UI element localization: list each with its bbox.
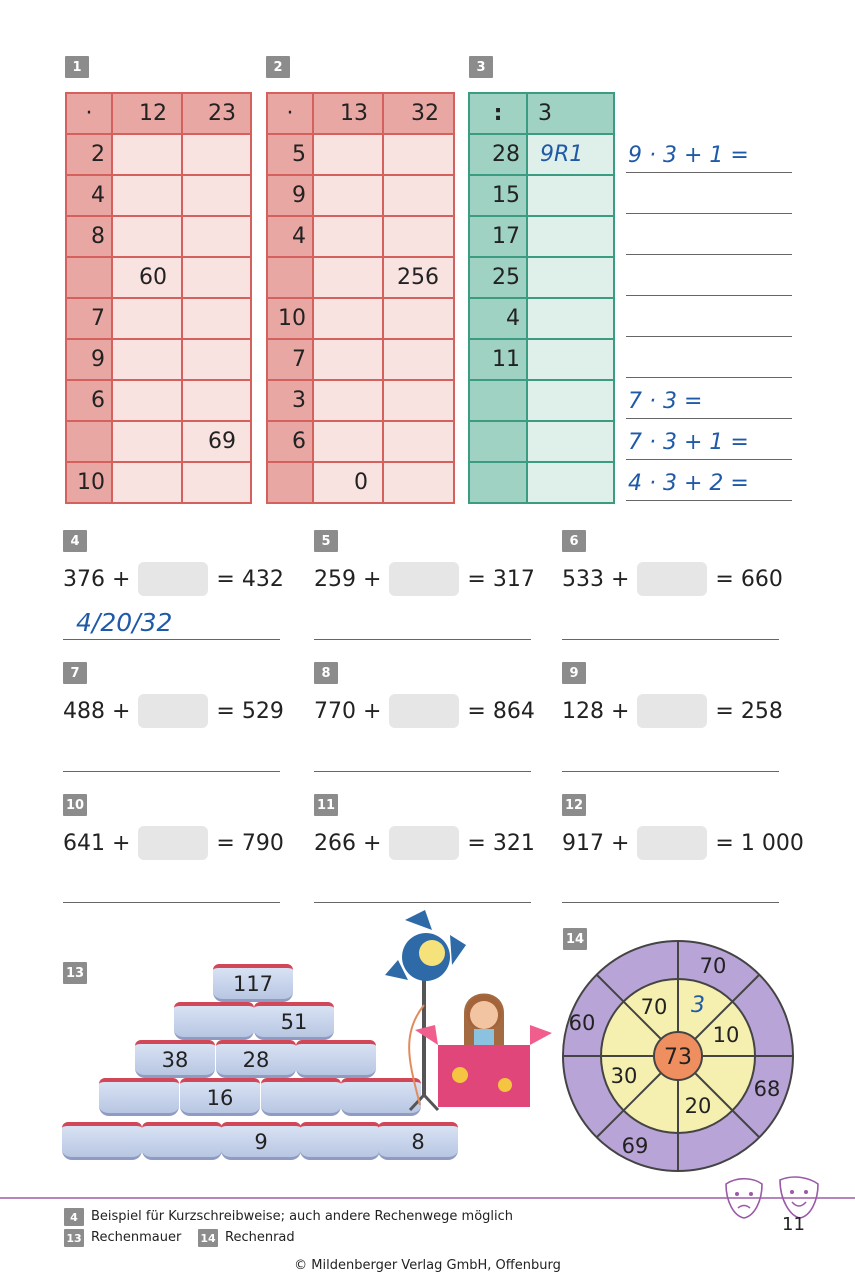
table1-cell[interactable] — [182, 462, 251, 503]
table2-cell: 256 — [383, 257, 454, 298]
exercise-right: = 317 — [467, 566, 535, 592]
table3-answer[interactable] — [527, 339, 614, 380]
table1-cell[interactable] — [182, 134, 251, 175]
table2-operator: · — [267, 93, 313, 134]
exercise-left: 488 + — [63, 698, 131, 724]
answer-box[interactable] — [637, 694, 707, 728]
answer-line[interactable] — [562, 771, 779, 772]
table2-cell[interactable] — [313, 257, 383, 298]
table2-cell: 3 — [267, 380, 313, 421]
answer-box[interactable] — [389, 826, 459, 860]
table1-cell[interactable] — [112, 134, 182, 175]
table1-cell[interactable] — [112, 380, 182, 421]
footer-note: Beispiel für Kurzschreibweise; auch andere Rechenwege möglich — [91, 1209, 514, 1224]
task-badge-11: 11 — [314, 794, 338, 816]
pyramid-drum: 9 — [221, 1122, 301, 1160]
table1-cell[interactable] — [112, 298, 182, 339]
table1-cell: 10 — [66, 462, 112, 503]
table1-cell: 2 — [66, 134, 112, 175]
table3-cell[interactable] — [469, 380, 527, 421]
table2-cell: 10 — [267, 298, 313, 339]
table2-header: 13 — [313, 93, 383, 134]
table1-cell[interactable] — [182, 298, 251, 339]
footer-badge: 4 — [64, 1208, 84, 1226]
table2-cell[interactable] — [267, 462, 313, 503]
page-number: 11 — [782, 1214, 805, 1235]
exercise-left: 266 + — [314, 830, 382, 856]
exercise-left: 128 + — [562, 698, 630, 724]
side-note-1: 9 · 3 + 1 = — [628, 143, 749, 168]
table2-cell[interactable] — [313, 216, 383, 257]
exercise-12 — [562, 825, 804, 861]
pyramid-drum[interactable] — [99, 1078, 179, 1116]
answer-box[interactable] — [138, 826, 208, 860]
table1-cell[interactable] — [182, 216, 251, 257]
answer-box[interactable] — [637, 562, 707, 596]
pyramid-drum[interactable] — [261, 1078, 341, 1116]
pyramid-drum[interactable] — [296, 1040, 376, 1078]
answer-line[interactable] — [626, 459, 792, 460]
wheel-outer-value: 68 — [753, 1077, 781, 1101]
answer-line[interactable] — [626, 500, 792, 501]
table3-cell: 11 — [469, 339, 527, 380]
exercise-right: = 1 000 — [715, 830, 804, 856]
wheel-center: 73 — [664, 1045, 692, 1070]
table3-cell: 17 — [469, 216, 527, 257]
spotlight-illustration — [380, 905, 560, 1115]
table2-cell[interactable] — [383, 339, 454, 380]
exercise-right: = 529 — [216, 698, 284, 724]
task-badge-1: 1 — [65, 56, 89, 78]
task-badge-10: 10 — [63, 794, 87, 816]
pyramid-drum: 16 — [180, 1078, 260, 1116]
table2-cell: 9 — [267, 175, 313, 216]
table1-cell[interactable] — [182, 175, 251, 216]
example-solution: 4/20/32 — [76, 608, 173, 637]
answer-line[interactable] — [626, 377, 792, 378]
table1-header: 23 — [182, 93, 251, 134]
table2-cell[interactable] — [313, 339, 383, 380]
table2-cell: 4 — [267, 216, 313, 257]
exercise-left: 376 + — [63, 566, 131, 592]
table1-cell[interactable] — [66, 421, 112, 462]
answer-line[interactable] — [626, 172, 792, 173]
table2-cell[interactable] — [313, 298, 383, 339]
division-table-3 — [468, 92, 615, 504]
footer-note: Rechenrad — [225, 1230, 295, 1245]
table2-cell[interactable] — [313, 134, 383, 175]
table3-cell: 4 — [469, 298, 527, 339]
table3-operator: : — [469, 93, 527, 134]
footer-note: Rechenmauer — [91, 1230, 182, 1245]
pyramid-drum[interactable] — [62, 1122, 142, 1160]
table3-answer[interactable] — [527, 175, 614, 216]
side-note-8: 7 · 3 + 1 = — [628, 430, 749, 455]
wheel-inner-value: 30 — [610, 1064, 638, 1088]
table1-operator: · — [66, 93, 112, 134]
table3-header: 3 — [527, 93, 614, 134]
table3-answer[interactable] — [527, 380, 614, 421]
side-note-7: 7 · 3 = — [628, 389, 703, 414]
exercise-8 — [314, 693, 535, 729]
pyramid-drum: 51 — [254, 1002, 334, 1040]
exercise-left: 770 + — [314, 698, 382, 724]
answer-line[interactable] — [626, 418, 792, 419]
pyramid-drum: 28 — [216, 1040, 296, 1078]
footer-badge: 13 — [64, 1229, 84, 1247]
pyramid-drum[interactable] — [174, 1002, 254, 1040]
exercise-right: = 432 — [216, 566, 284, 592]
table1-cell: 6 — [66, 380, 112, 421]
table1-cell[interactable] — [182, 339, 251, 380]
exercise-10 — [63, 825, 284, 861]
exercise-right: = 790 — [216, 830, 284, 856]
answer-box[interactable] — [138, 694, 208, 728]
exercise-4 — [63, 561, 284, 597]
table3-answer[interactable] — [527, 462, 614, 503]
exercise-7 — [63, 693, 284, 729]
task-badge-3: 3 — [469, 56, 493, 78]
table1-cell[interactable] — [112, 462, 182, 503]
table2-cell: 5 — [267, 134, 313, 175]
table1-cell: 69 — [182, 421, 251, 462]
multiplication-table-1 — [65, 92, 252, 504]
table1-cell[interactable] — [112, 421, 182, 462]
exercise-left: 533 + — [562, 566, 630, 592]
table1-cell[interactable] — [112, 216, 182, 257]
exercise-left: 917 + — [562, 830, 630, 856]
exercise-right: = 321 — [467, 830, 535, 856]
exercise-9 — [562, 693, 783, 729]
answer-box[interactable] — [389, 694, 459, 728]
answer-box[interactable] — [389, 562, 459, 596]
table1-cell: 7 — [66, 298, 112, 339]
table3-cell[interactable] — [469, 462, 527, 503]
table2-cell: 7 — [267, 339, 313, 380]
copyright: © Mildenberger Verlag GmbH, Offenburg — [294, 1258, 561, 1273]
table2-cell[interactable] — [313, 421, 383, 462]
table1-cell[interactable] — [66, 257, 112, 298]
table3-cell: 28 — [469, 134, 527, 175]
answer-box[interactable] — [637, 826, 707, 860]
table1-cell: 9 — [66, 339, 112, 380]
table2-cell[interactable] — [383, 462, 454, 503]
answer-box[interactable] — [138, 562, 208, 596]
answer-line[interactable] — [626, 295, 792, 296]
task-badge-12: 12 — [562, 794, 586, 816]
exercise-11 — [314, 825, 535, 861]
table2-cell[interactable] — [267, 257, 313, 298]
table3-cell[interactable] — [469, 421, 527, 462]
exercise-left: 259 + — [314, 566, 382, 592]
task-badge-6: 6 — [562, 530, 586, 552]
task-badge-8: 8 — [314, 662, 338, 684]
wheel-outer-value: 60 — [568, 1011, 596, 1035]
side-note-9: 4 · 3 + 2 = — [628, 471, 749, 496]
table1-cell[interactable] — [112, 339, 182, 380]
multiplication-table-2 — [266, 92, 455, 504]
wheel-outer-value: 69 — [621, 1134, 649, 1158]
table1-cell: 8 — [66, 216, 112, 257]
exercise-right: = 660 — [715, 566, 783, 592]
table1-cell[interactable] — [182, 257, 251, 298]
exercise-6 — [562, 561, 783, 597]
exercise-left: 641 + — [63, 830, 131, 856]
exercise-right: = 258 — [715, 698, 783, 724]
exercise-right: = 864 — [467, 698, 535, 724]
table3-cell: 15 — [469, 175, 527, 216]
pyramid-drum: 117 — [213, 964, 293, 1002]
answer-line[interactable] — [314, 639, 531, 640]
answer-line[interactable] — [63, 902, 280, 903]
answer-line[interactable] — [626, 336, 792, 337]
table3-answer: 9R1 — [527, 134, 614, 175]
table3-answer[interactable] — [527, 216, 614, 257]
pyramid-drum: 8 — [378, 1122, 458, 1160]
table1-cell: 4 — [66, 175, 112, 216]
table2-cell[interactable] — [383, 421, 454, 462]
table2-cell[interactable] — [313, 175, 383, 216]
task-badge-7: 7 — [63, 662, 87, 684]
table3-answer[interactable] — [527, 421, 614, 462]
number-wheel — [553, 940, 803, 1172]
task-badge-4: 4 — [63, 530, 87, 552]
task-badge-9: 9 — [562, 662, 586, 684]
table1-header: 12 — [112, 93, 182, 134]
pyramid-drum[interactable] — [300, 1122, 380, 1160]
answer-line[interactable] — [63, 639, 280, 640]
wheel-inner-value: 10 — [712, 1023, 740, 1047]
task-badge-13: 13 — [63, 962, 87, 984]
table1-cell[interactable] — [112, 175, 182, 216]
task-badge-14: 14 — [563, 928, 587, 950]
task-badge-5: 5 — [314, 530, 338, 552]
pyramid-drum[interactable] — [142, 1122, 222, 1160]
table2-header: 32 — [383, 93, 454, 134]
table2-cell[interactable] — [383, 134, 454, 175]
table2-cell[interactable] — [383, 380, 454, 421]
table2-cell[interactable] — [313, 380, 383, 421]
table2-cell: 6 — [267, 421, 313, 462]
answer-line[interactable] — [626, 213, 792, 214]
answer-line[interactable] — [626, 254, 792, 255]
table1-cell[interactable] — [182, 380, 251, 421]
answer-line[interactable] — [314, 771, 531, 772]
table2-cell: 0 — [313, 462, 383, 503]
table1-cell: 60 — [112, 257, 182, 298]
answer-line[interactable] — [63, 771, 280, 772]
table3-answer[interactable] — [527, 298, 614, 339]
wheel-inner-value: 20 — [684, 1094, 712, 1118]
table2-cell[interactable] — [383, 216, 454, 257]
footer-badge: 14 — [198, 1229, 218, 1247]
wheel-outer-value: 70 — [699, 954, 727, 978]
answer-line[interactable] — [314, 902, 531, 903]
wheel-inner-value: 70 — [640, 995, 668, 1019]
table2-cell[interactable] — [383, 175, 454, 216]
table3-cell: 25 — [469, 257, 527, 298]
theater-masks-icon — [718, 1172, 828, 1232]
task-badge-2: 2 — [266, 56, 290, 78]
table2-cell[interactable] — [383, 298, 454, 339]
answer-line[interactable] — [562, 639, 779, 640]
answer-line[interactable] — [562, 902, 779, 903]
exercise-5 — [314, 561, 535, 597]
wheel-inner-answer: 3 — [691, 993, 705, 1018]
table3-answer[interactable] — [527, 257, 614, 298]
pyramid-drum: 38 — [135, 1040, 215, 1078]
